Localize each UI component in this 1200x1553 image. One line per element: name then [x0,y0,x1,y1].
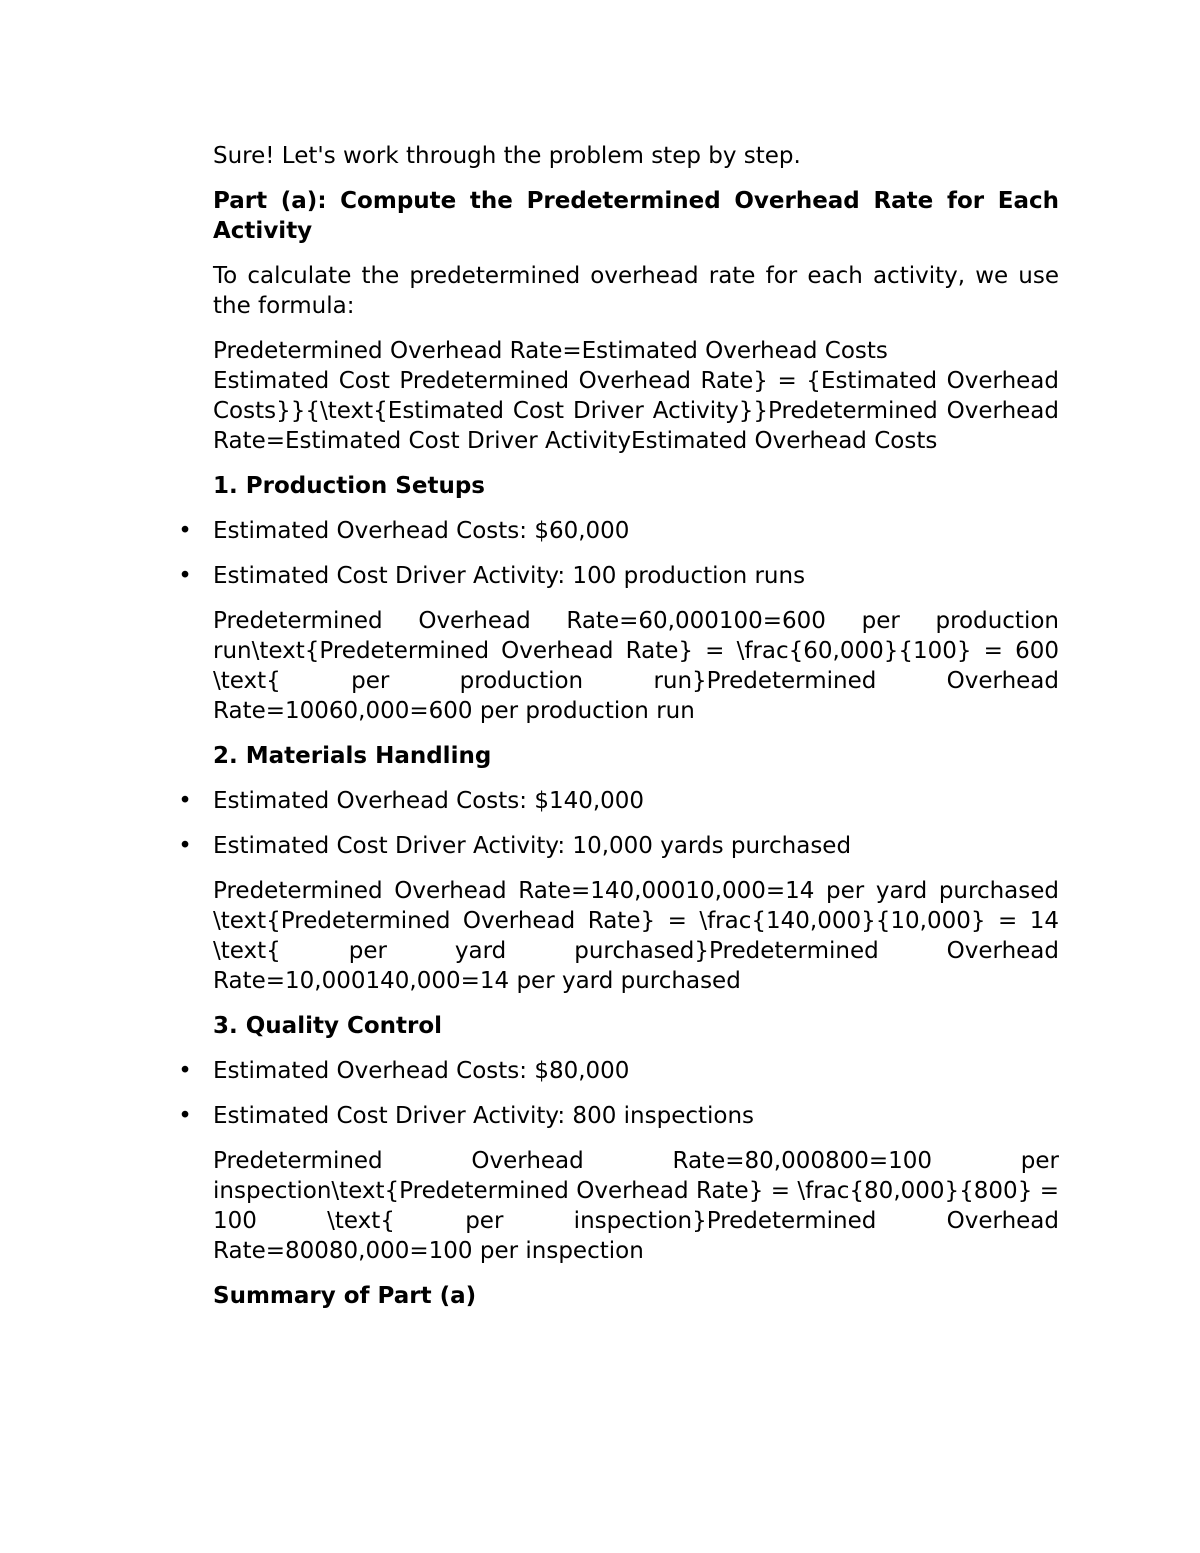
production-setups-calculation: Predetermined Overhead Rate=60,000100=600 per production run\text{Predetermined Overhead Rate} = \frac{60,000}{100} = 600 \text{ per production run}Predetermined Overhead Rate=10060,000=600 per production run [213,608,1059,724]
formula-line-1: Predetermined Overhead Rate=Estimated Overhead Costs [213,338,888,364]
part-a-heading: Part (a): Compute the Predetermined Overhead Rate for Each Activity [213,188,1059,244]
bullet-icon: • [178,1058,192,1084]
quality-control-calculation: Predetermined Overhead Rate=80,000800=100 per inspection\text{Predetermined Overhead Rate} = \frac{80,000}{800} = 100 \text{ per inspection}Predetermined Overhead Rate=80080,000=100 per inspection [213,1148,1059,1264]
quality-control-list [178,1056,1059,1131]
list-item [178,561,1059,591]
list-item [178,516,1059,546]
list-item-text: Estimated Overhead Costs: $80,000 [213,1058,630,1084]
list-item-text: Estimated Overhead Costs: $60,000 [213,518,630,544]
list-item-text: Estimated Cost Driver Activity: 100 production runs [213,563,806,589]
bullet-icon: • [178,788,192,814]
list-item-text: Estimated Cost Driver Activity: 10,000 yards purchased [213,833,852,859]
general-formula [213,336,1059,456]
bullet-icon: • [178,1103,192,1129]
bullet-icon: • [178,563,192,589]
intro-text: Sure! Let's work through the problem step by step. [213,143,801,169]
list-item [178,786,1059,816]
list-item-text: Estimated Overhead Costs: $140,000 [213,788,645,814]
document-body [178,141,1059,1326]
part-a-explanation: To calculate the predetermined overhead rate for each activity, we use the formula: [213,263,1059,319]
materials-handling-list [178,786,1059,861]
list-item [178,831,1059,861]
section-title-production-setups: 1. Production Setups [213,473,485,499]
production-setups-list [178,516,1059,591]
list-item [178,1101,1059,1131]
section-title-materials-handling: 2. Materials Handling [213,743,492,769]
summary-heading: Summary of Part (a) [213,1283,477,1309]
list-item [178,1056,1059,1086]
materials-handling-calculation: Predetermined Overhead Rate=140,00010,000=14 per yard purchased \text{Predetermined Overhead Rate} = \frac{140,000}{10,000} = 14 \text{ per yard purchased}Predetermined Overhead Rate=10,000140,000=14 per yard purchased [213,878,1059,994]
formula-line-2: Estimated Cost Predetermined Overhead Rate} = {Estimated Overhead Costs}}{\text{Estimated Cost Driver Activity}}Predetermined Overhead Rate=Estimated Cost Driver ActivityEstimated Overhead Costs [213,368,1059,454]
section-title-quality-control: 3. Quality Control [213,1013,443,1039]
bullet-icon: • [178,518,192,544]
list-item-text: Estimated Cost Driver Activity: 800 inspections [213,1103,755,1129]
bullet-icon: • [178,833,192,859]
